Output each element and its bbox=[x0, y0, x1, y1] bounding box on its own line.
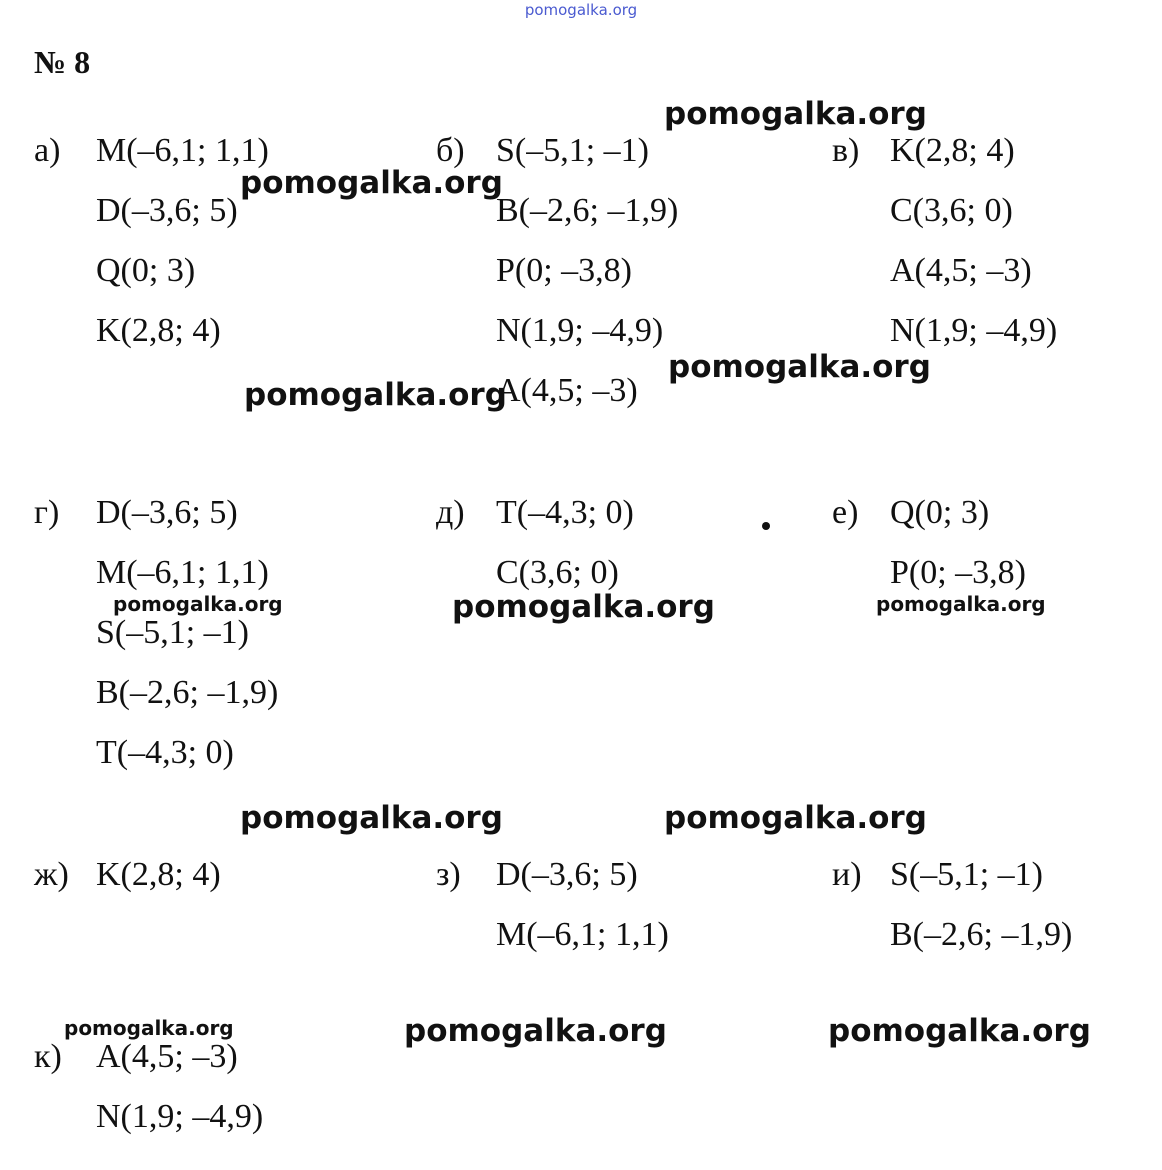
point-item: M(–6,1; 1,1) bbox=[96, 554, 269, 591]
point-item: D(–3,6; 5) bbox=[496, 856, 638, 893]
point-item: K(2,8; 4) bbox=[96, 856, 221, 893]
watermark: pomogalka.org bbox=[876, 592, 1046, 616]
watermark: pomogalka.org bbox=[664, 800, 927, 836]
point-item: K(2,8; 4) bbox=[890, 132, 1015, 169]
point-item: S(–5,1; –1) bbox=[496, 132, 649, 169]
point-item: M(–6,1; 1,1) bbox=[96, 132, 269, 169]
point-item: C(3,6; 0) bbox=[496, 554, 619, 591]
point-item: P(0; –3,8) bbox=[890, 554, 1026, 591]
point-item: Q(0; 3) bbox=[96, 252, 196, 289]
watermark: pomogalka.org bbox=[240, 165, 503, 201]
watermark: pomogalka.org bbox=[404, 1013, 667, 1049]
group-label: з) bbox=[436, 856, 461, 893]
point-item: B(–2,6; –1,9) bbox=[96, 674, 279, 711]
point-item: T(–4,3; 0) bbox=[496, 494, 634, 531]
group-label: е) bbox=[832, 494, 859, 531]
point-item: A(4,5; –3) bbox=[890, 252, 1032, 289]
watermark: pomogalka.org bbox=[244, 377, 507, 413]
task-number: № 8 bbox=[34, 44, 91, 80]
point-item: B(–2,6; –1,9) bbox=[890, 916, 1073, 953]
point-item: P(0; –3,8) bbox=[496, 252, 632, 289]
watermark: pomogalka.org bbox=[240, 800, 503, 836]
group-label: и) bbox=[832, 856, 862, 893]
point-item: A(4,5; –3) bbox=[96, 1038, 238, 1075]
point-item: C(3,6; 0) bbox=[890, 192, 1013, 229]
point-item: Q(0; 3) bbox=[890, 494, 990, 531]
point-item: M(–6,1; 1,1) bbox=[496, 916, 669, 953]
point-item: S(–5,1; –1) bbox=[890, 856, 1043, 893]
stray-dot bbox=[762, 522, 770, 530]
watermark: pomogalka.org bbox=[668, 349, 931, 385]
group-label: д) bbox=[436, 494, 465, 531]
watermark: pomogalka.org bbox=[64, 1016, 234, 1040]
watermark: pomogalka.org bbox=[452, 589, 715, 625]
watermark: pomogalka.org bbox=[113, 592, 283, 616]
point-item: S(–5,1; –1) bbox=[96, 614, 249, 651]
group-label: б) bbox=[436, 132, 465, 169]
point-item: T(–4,3; 0) bbox=[96, 734, 234, 771]
point-item: N(1,9; –4,9) bbox=[890, 312, 1058, 349]
watermark: pomogalka.org bbox=[828, 1013, 1091, 1049]
group-label: ж) bbox=[34, 856, 69, 893]
point-item: B(–2,6; –1,9) bbox=[496, 192, 679, 229]
point-item: D(–3,6; 5) bbox=[96, 494, 238, 531]
point-item: K(2,8; 4) bbox=[96, 312, 221, 349]
group-label: к) bbox=[34, 1038, 62, 1075]
group-label: г) bbox=[34, 494, 60, 531]
group-label: в) bbox=[832, 132, 860, 169]
group-label: а) bbox=[34, 132, 61, 169]
watermark: pomogalka.org bbox=[664, 96, 927, 132]
point-item: D(–3,6; 5) bbox=[96, 192, 238, 229]
point-item: A(4,5; –3) bbox=[496, 372, 638, 409]
top-watermark: pomogalka.org bbox=[524, 1, 638, 19]
point-item: N(1,9; –4,9) bbox=[496, 312, 664, 349]
point-item: N(1,9; –4,9) bbox=[96, 1098, 264, 1135]
